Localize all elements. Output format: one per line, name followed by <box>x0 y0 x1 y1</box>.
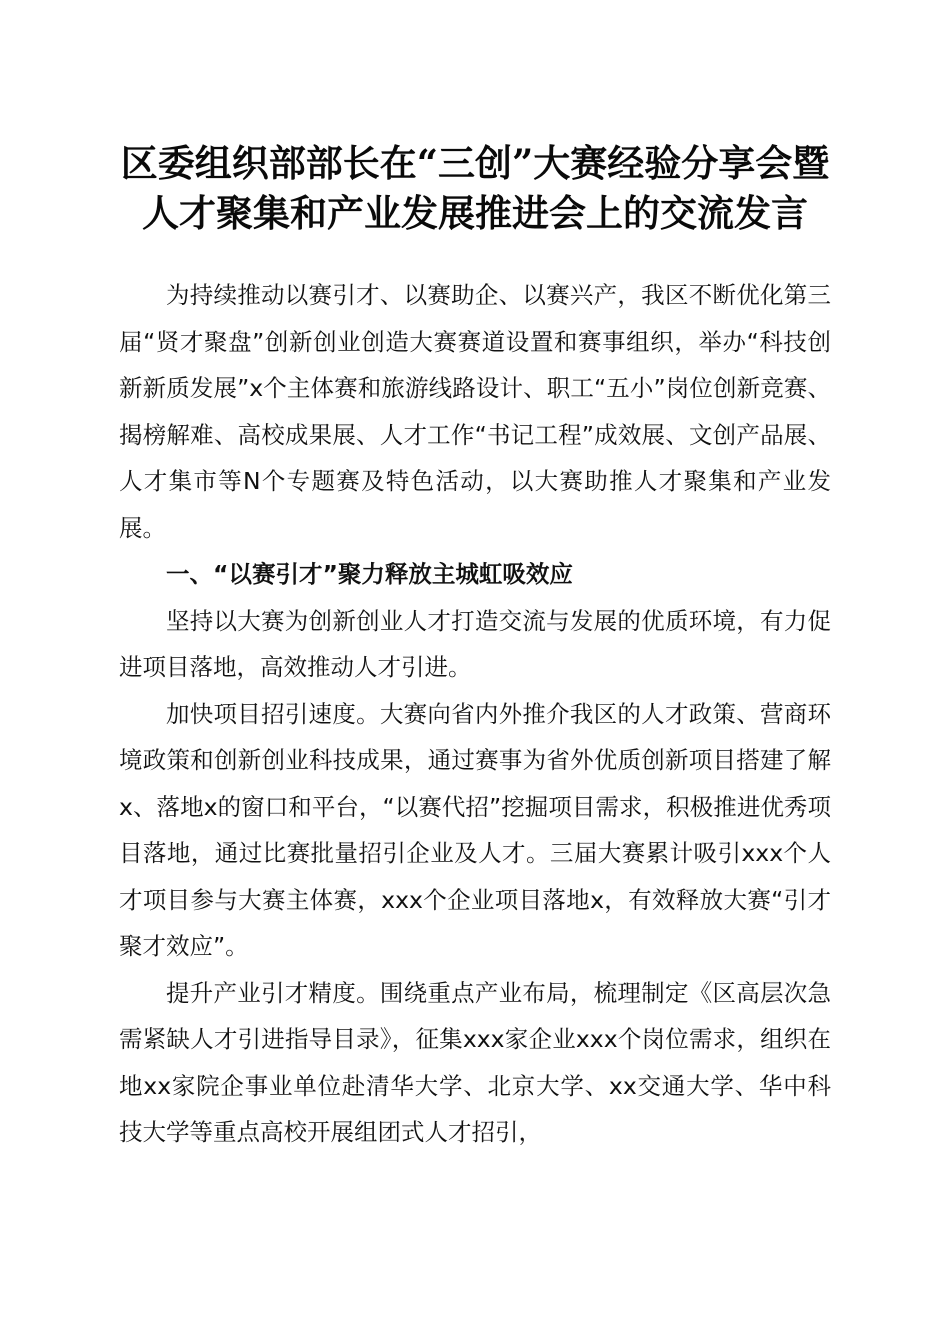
intro-paragraph: 为持续推动以赛引才、以赛助企、以赛兴产，我区不断优化第三届“贤才聚盘”创新创业创造大赛赛道设置和赛事组织，举办“科技创新新质发展”x个主体赛和旅游线路设计、职工“五小”岗位创新竞赛、揭榜解难、高校成果展、人才工作“书记工程”成效展、文创产品展、人才集市等N个专题赛及特色活动，以大赛助推人才聚集和产业发展。 <box>119 281 831 542</box>
section-1-paragraph-1: 坚持以大赛为创新创业人才打造交流与发展的优质环境，有力促进项目落地，高效推动人才引进。 <box>119 606 831 681</box>
title-line-2: 人才聚集和产业发展推进会上的交流发言 <box>142 191 808 235</box>
title-line-1: 区委组织部部长在“三创”大赛经验分享会暨 <box>120 141 830 185</box>
document-body <box>119 272 831 1156</box>
section-heading-1: 一、“以赛引才”聚力释放主城虹吸效应 <box>166 560 573 588</box>
section-1-paragraph-3: 提升产业引才精度。围绕重点产业布局，梳理制定《区高层次急需紧缺人才引进指导目录》，征集xxx家企业xxx个岗位需求，组织在地xx家院企事业单位赴清华大学、北京大学、xx交通大学、华中科技大学等重点高校开展组团式人才招引， <box>119 978 831 1146</box>
document-title <box>80 138 870 238</box>
section-1-paragraph-2: 加快项目招引速度。大赛向省内外推介我区的人才政策、营商环境政策和创新创业科技成果，通过赛事为省外优质创新项目搭建了解x、落地x的窗口和平台，“以赛代招”挖掘项目需求，积极推进优秀项目落地，通过比赛批量招引企业及人才。三届大赛累计吸引xxx个人才项目参与大赛主体赛，xxx个企业项目落地x，有效释放大赛“引才聚才效应”。 <box>119 699 831 960</box>
